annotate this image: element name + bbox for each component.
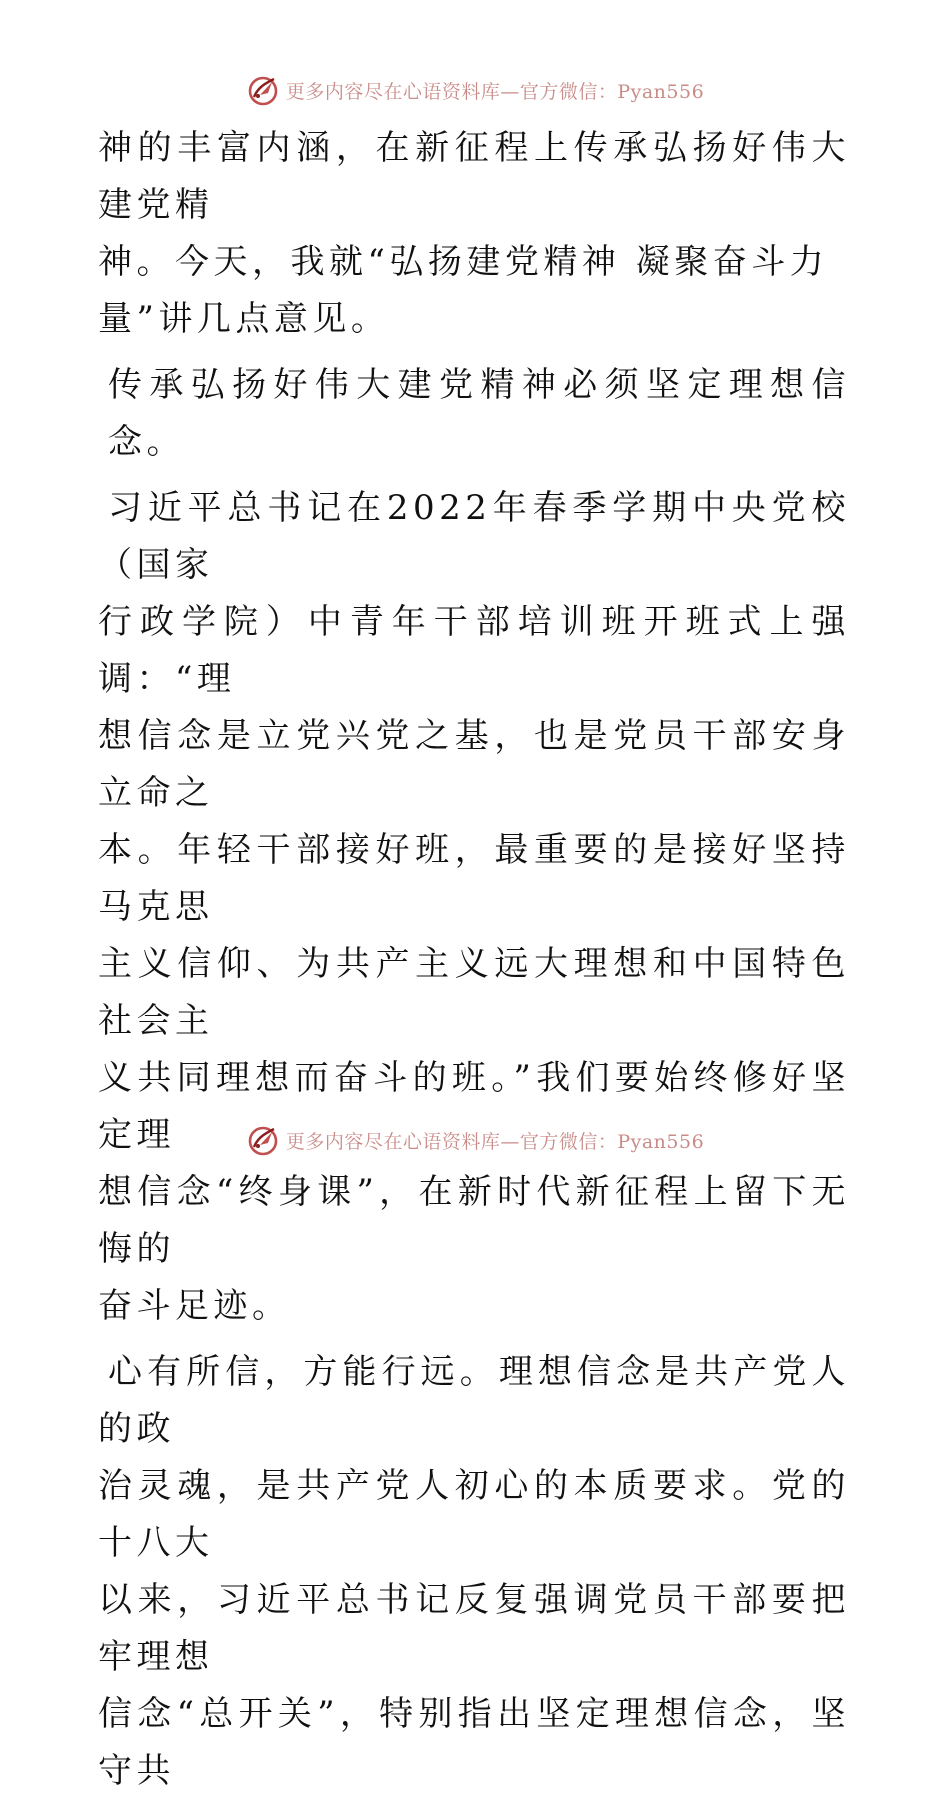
paragraph-1: [98, 120, 850, 348]
text-line: 想信念“终身课”，在新时代新征程上留下无悔的: [98, 1172, 850, 1269]
paragraph-4: [98, 1344, 850, 1800]
document-body: [98, 120, 850, 1800]
text-line: 以来，习近平总书记反复强调党员干部要把牢理想: [98, 1580, 850, 1677]
paragraph-2: [98, 357, 850, 471]
text-line: 本。年轻干部接好班，最重要的是接好坚持马克思: [98, 830, 850, 927]
text-line: 神。今天，我就“弘扬建党精神 凝聚奋斗力: [98, 242, 829, 282]
footer-watermark: [0, 1122, 950, 1158]
paragraph-3: [98, 480, 850, 1335]
text-line: 神的丰富内涵，在新征程上传承弘扬好伟大建党精: [98, 128, 850, 225]
text-line: 想信念是立党兴党之基，也是党员干部安身立命之: [98, 716, 850, 813]
quill-swirl-logo-icon: [246, 1123, 280, 1157]
text-line: 信念“总开关”，特别指出坚定理想信念，坚守共: [98, 1694, 850, 1791]
text-line: 奋斗足迹。: [98, 1286, 291, 1326]
text-line: 习近平总书记在2022年春季学期中央党校（国家: [98, 488, 850, 585]
watermark-text: 更多内容尽在心语资料库—官方微信：Pyan556: [285, 1130, 705, 1153]
text-line: 主义信仰、为共产主义远大理想和中国特色社会主: [98, 944, 850, 1041]
quill-swirl-logo-icon: [246, 73, 280, 107]
header-watermark: [0, 72, 950, 108]
text-line: 行政学院）中青年干部培训班开班式上强调：“理: [98, 602, 850, 699]
text-line: 量”讲几点意见。: [98, 299, 390, 339]
text-line: 心有所信，方能行远。理想信念是共产党人的政: [98, 1352, 850, 1449]
text-line: 传承弘扬好伟大建党精神必须坚定理想信念。: [108, 365, 850, 462]
watermark-text: 更多内容尽在心语资料库—官方微信：Pyan556: [285, 80, 705, 103]
text-line: 义共同理想而奋斗的班。”我们要始终修好坚定理: [98, 1058, 850, 1155]
text-line: 治灵魂，是共产党人初心的本质要求。党的十八大: [98, 1466, 850, 1563]
